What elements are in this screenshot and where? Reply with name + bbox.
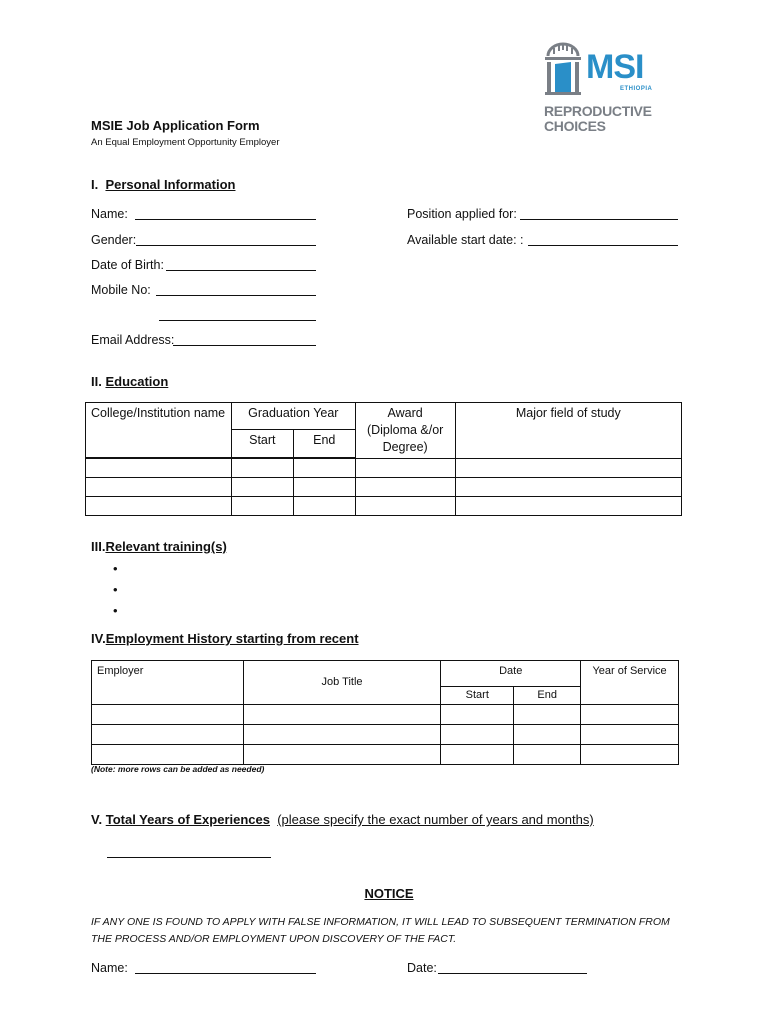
mobile-input-line-2[interactable] xyxy=(159,308,316,321)
col-employer: Employer xyxy=(92,661,244,705)
training-bullet-3: • xyxy=(113,603,118,618)
table-row xyxy=(86,497,682,516)
section-1-heading xyxy=(91,177,236,192)
table-cell[interactable] xyxy=(231,478,293,497)
dob-label: Date of Birth: xyxy=(91,258,164,272)
table-cell[interactable] xyxy=(581,705,679,725)
email-input-line[interactable] xyxy=(173,333,316,346)
section-2-title: Education xyxy=(105,374,169,389)
position-input-line[interactable] xyxy=(520,207,678,220)
table-cell[interactable] xyxy=(243,745,441,765)
table-cell[interactable] xyxy=(243,725,441,745)
col-grad-start: Start xyxy=(231,430,293,457)
table-cell[interactable] xyxy=(92,725,244,745)
building-icon xyxy=(544,42,582,96)
section-5-title: Total Years of Experiences xyxy=(105,812,270,827)
section-1-number: I. xyxy=(91,177,99,192)
form-title: MSIE Job Application Form xyxy=(91,118,260,133)
table-cell[interactable] xyxy=(441,705,514,725)
section-4-number: IV. xyxy=(91,631,106,646)
table-cell[interactable] xyxy=(355,478,455,497)
table-cell[interactable] xyxy=(293,478,355,497)
table-cell[interactable] xyxy=(441,725,514,745)
table-cell[interactable] xyxy=(514,745,581,765)
dob-input-line[interactable] xyxy=(166,258,316,271)
start-date-label: Available start date: : xyxy=(407,233,524,247)
notice-text-2: THE PROCESS AND/OR EMPLOYMENT UPON DISCOVERY OF THE FACT. xyxy=(91,933,457,945)
signoff-date-label: Date: xyxy=(407,961,437,975)
logo-country: ETHIOPIA xyxy=(620,86,653,92)
name-label: Name: xyxy=(91,207,128,221)
table-cell[interactable] xyxy=(243,705,441,725)
section-4-heading xyxy=(91,631,359,646)
signoff-date-input-line[interactable] xyxy=(438,961,587,974)
table-row xyxy=(92,725,679,745)
table-cell[interactable] xyxy=(92,745,244,765)
section-2-number: II. xyxy=(91,374,102,389)
table-cell[interactable] xyxy=(455,459,681,478)
table-cell[interactable] xyxy=(581,745,679,765)
col-years: Year of Service xyxy=(581,661,679,705)
col-award: Award (Diploma &/or Degree) xyxy=(355,403,455,459)
table-cell[interactable] xyxy=(514,705,581,725)
col-date-end: End xyxy=(514,687,581,705)
table-cell[interactable] xyxy=(455,478,681,497)
table-cell[interactable] xyxy=(441,745,514,765)
training-bullet-1: • xyxy=(113,561,118,576)
name-input-line[interactable] xyxy=(135,207,316,220)
start-date-input-line[interactable] xyxy=(528,233,678,246)
msi-logo xyxy=(544,42,664,138)
table-row xyxy=(86,459,682,478)
email-label: Email Address: xyxy=(91,333,175,347)
gender-input-line[interactable] xyxy=(136,233,316,246)
form-subtitle: An Equal Employment Opportunity Employer xyxy=(91,137,280,148)
col-grad-end: End xyxy=(293,430,355,457)
col-grad-year: Graduation Year xyxy=(231,403,355,430)
table-cell[interactable] xyxy=(86,478,232,497)
section-1-title: Personal Information xyxy=(105,177,236,192)
table-row xyxy=(92,745,679,765)
table-cell[interactable] xyxy=(231,497,293,516)
table-cell[interactable] xyxy=(86,497,232,516)
notice-text-1: IF ANY ONE IS FOUND TO APPLY WITH FALSE INFORMATION, IT WILL LEAD TO SUBSEQUENT TERMINATION FROM xyxy=(91,916,670,928)
signoff-name-label: Name: xyxy=(91,961,128,975)
logo-tagline-1: REPRODUCTIVE xyxy=(544,103,652,119)
training-bullet-2: • xyxy=(113,582,118,597)
table-cell[interactable] xyxy=(231,459,293,478)
education-table xyxy=(85,402,682,516)
section-2-heading xyxy=(91,374,168,389)
table-cell[interactable] xyxy=(92,705,244,725)
col-job-title: Job Title xyxy=(243,661,441,705)
col-major: Major field of study xyxy=(455,403,681,459)
table-row xyxy=(86,478,682,497)
name-field-row xyxy=(91,207,128,221)
table-cell[interactable] xyxy=(355,497,455,516)
table-row xyxy=(92,705,679,725)
table-cell[interactable] xyxy=(355,459,455,478)
section-3-title: Relevant training(s) xyxy=(105,539,227,554)
section-3-number: III. xyxy=(91,539,106,554)
table-cell[interactable] xyxy=(86,459,232,478)
table-cell[interactable] xyxy=(293,497,355,516)
table-cell[interactable] xyxy=(581,725,679,745)
signoff-name-input-line[interactable] xyxy=(135,961,316,974)
table-cell[interactable] xyxy=(293,459,355,478)
notice-title: NOTICE xyxy=(364,886,414,901)
mobile-input-line[interactable] xyxy=(156,283,316,296)
col-date: Date xyxy=(441,661,581,687)
table-cell[interactable] xyxy=(455,497,681,516)
table-cell[interactable] xyxy=(514,725,581,745)
col-college: College/Institution name xyxy=(86,403,232,458)
section-5-number: V. xyxy=(91,812,103,827)
position-label: Position applied for: xyxy=(407,207,517,221)
employment-table xyxy=(91,660,679,765)
table-note: (Note: more rows can be added as needed) xyxy=(91,764,265,774)
logo-tagline-2: CHOICES xyxy=(544,118,606,134)
section-5-hint: (please specify the exact number of years and months) xyxy=(277,812,594,827)
total-years-input-line[interactable] xyxy=(107,845,271,858)
section-4-title: Employment History starting from recent xyxy=(105,631,359,646)
section-5-heading xyxy=(91,812,594,827)
gender-label: Gender: xyxy=(91,233,137,247)
logo-brand: MSI xyxy=(586,48,644,86)
section-3-heading xyxy=(91,539,227,554)
col-date-start: Start xyxy=(441,687,514,705)
mobile-label: Mobile No: xyxy=(91,283,151,297)
